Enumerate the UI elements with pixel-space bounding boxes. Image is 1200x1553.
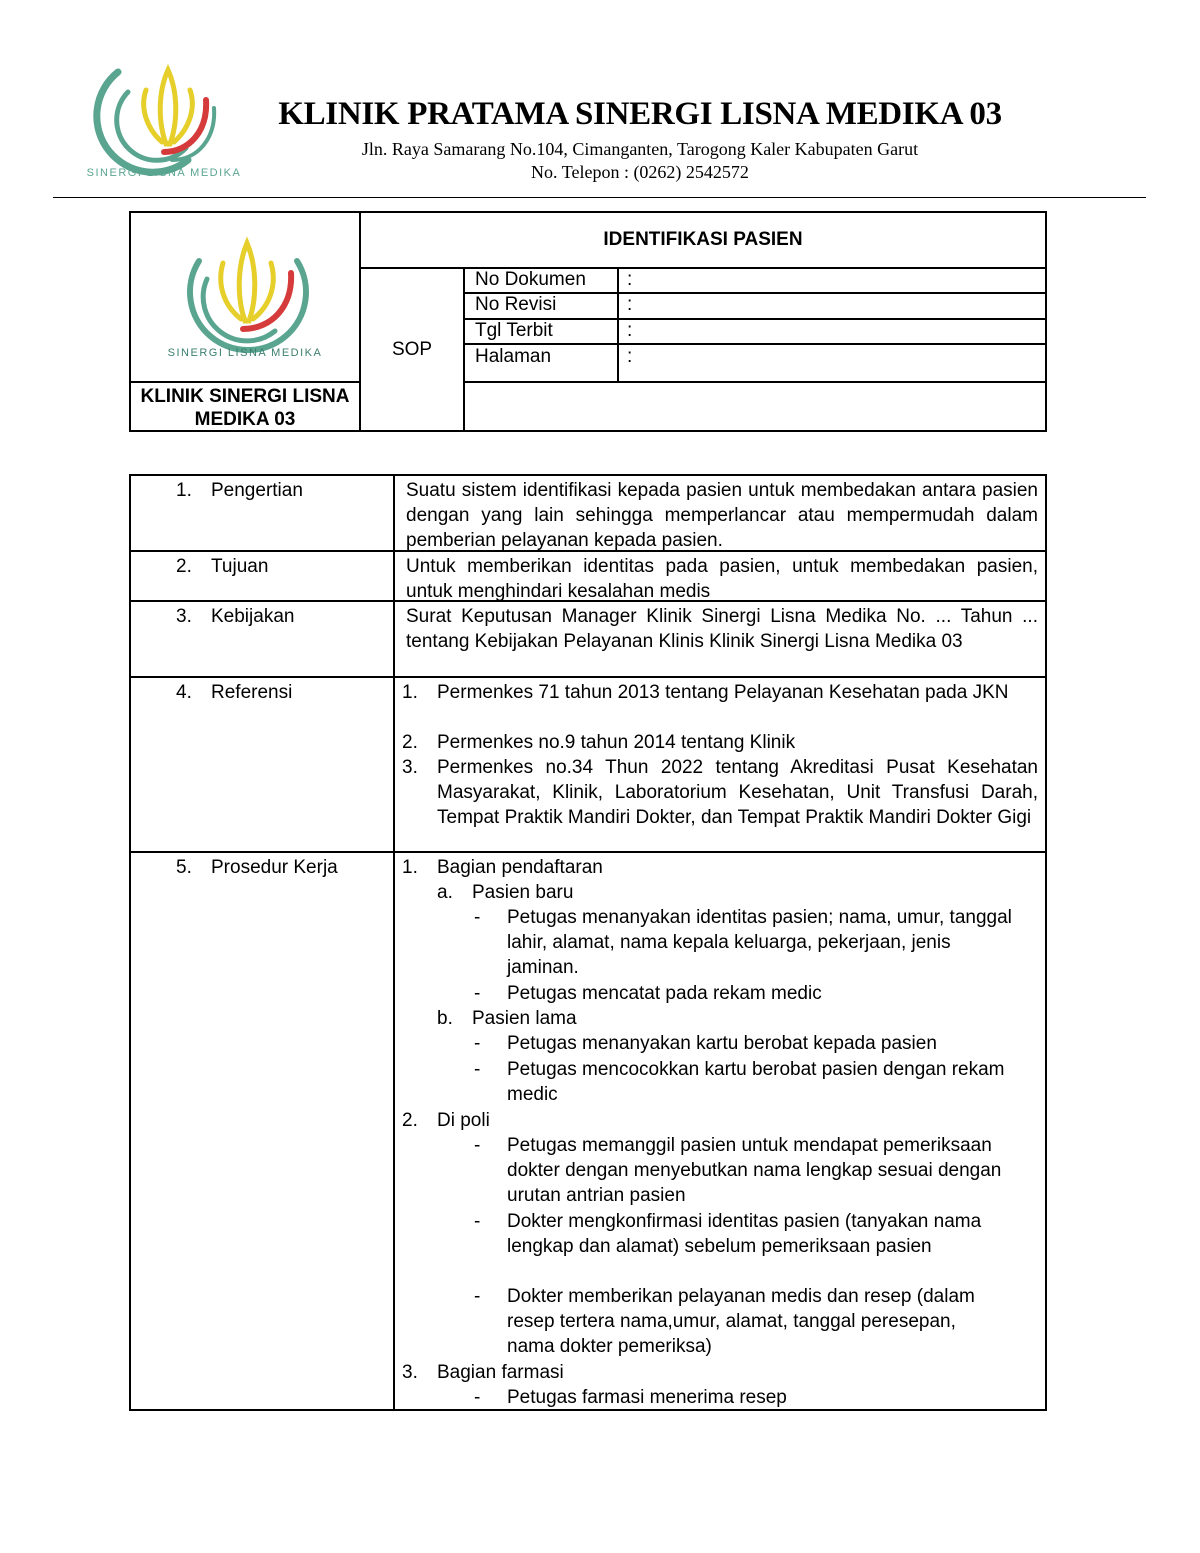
clinic-address: Jln. Raya Samarang No.104, Cimanganten, Tarogong Kaler Kabupaten Garut (361, 139, 919, 159)
clinic-name: KLINIK PRATAMA SINERGI LISNA MEDIKA 03 (278, 96, 1002, 132)
divider (465, 381, 1045, 383)
field-value-tgl-terbit: : (627, 320, 633, 341)
document-title: IDENTIFIKASI PASIEN (603, 229, 803, 250)
divider (465, 343, 1045, 345)
bullet-dash: - (474, 1211, 481, 1232)
bullet-dash: - (474, 907, 481, 928)
step-title: Bagian farmasi (437, 1362, 564, 1383)
procedure-item: Petugas farmasi menerima resep (507, 1387, 787, 1408)
section-number: 3. (176, 606, 192, 627)
procedure-item: Petugas mencatat pada rekam medic (507, 983, 822, 1004)
ref-number: 3. (402, 757, 418, 778)
bullet-dash: - (474, 1135, 481, 1156)
procedure-item: Petugas menanyakan kartu berobat kepada pasien (507, 1033, 937, 1054)
bullet-dash: - (474, 1387, 481, 1408)
substep-title: Pasien lama (472, 1008, 577, 1029)
sop-logo (147, 221, 347, 373)
field-label-tgl-terbit: Tgl Terbit (475, 320, 553, 341)
step-number: 2. (402, 1110, 418, 1131)
field-value-no-dokumen: : (627, 269, 633, 290)
sop-content-table (129, 474, 1047, 1411)
sop-label: SOP (391, 339, 433, 360)
section-title-referensi: Referensi (211, 682, 293, 703)
bullet-dash: - (474, 983, 481, 1004)
bullet-dash: - (474, 1033, 481, 1054)
clinic-phone: No. Telepon : (0262) 2542572 (531, 162, 749, 182)
divider (131, 851, 1045, 853)
section-title-kebijakan: Kebijakan (211, 606, 295, 627)
reference-item: Permenkes no.34 Thun 2022 tentang Akreditasi Pusat Kesehatan Masyarakat, Klinik, Laboratorium Kesehatan, Unit Transfusi Darah, Tempat Praktik Mandiri Dokter, dan Tempat Praktik Mandiri Dokter Gigi (437, 757, 1038, 828)
lotus-logo-icon (147, 221, 347, 373)
section-number: 2. (176, 556, 192, 577)
section-number: 5. (176, 857, 192, 878)
section-number: 4. (176, 682, 192, 703)
tujuan-text: Untuk memberikan identitas pada pasien, untuk membedakan pasien, untuk menghindari kesalahan medis (406, 556, 1038, 602)
field-label-halaman: Halaman (475, 346, 552, 367)
divider (131, 381, 359, 383)
divider (131, 676, 1045, 678)
procedure-item: Dokter memberikan pelayanan medis dan resep (dalam resep tertera nama,umur, alamat, tanggal peresepan, nama dokter pemeriksa) (507, 1286, 975, 1357)
substep-letter: a. (437, 882, 453, 903)
field-label-no-dokumen: No Dokumen (475, 269, 586, 290)
clinic-logo (68, 52, 268, 182)
substep-letter: b. (437, 1008, 453, 1029)
bullet-dash: - (474, 1286, 481, 1307)
logo-caption: SINERGI LISNA MEDIKA (86, 167, 242, 179)
substep-title: Pasien baru (472, 882, 574, 903)
ref-number: 2. (402, 732, 418, 753)
field-label-no-revisi: No Revisi (475, 294, 557, 315)
ref-number: 1. (402, 682, 418, 703)
step-number: 1. (402, 857, 418, 878)
reference-item: Permenkes no.9 tahun 2014 tentang Klinik (437, 732, 796, 753)
section-title-prosedur-kerja: Prosedur Kerja (211, 857, 338, 878)
bullet-dash: - (474, 1059, 481, 1080)
logo-caption: SINERGI LISNA MEDIKA (167, 347, 323, 359)
field-value-no-revisi: : (627, 294, 633, 315)
section-title-pengertian: Pengertian (211, 480, 303, 501)
section-number: 1. (176, 480, 192, 501)
divider (393, 476, 395, 1409)
letterhead-divider (53, 197, 1146, 198)
step-title: Bagian pendaftaran (437, 857, 603, 878)
reference-item: Permenkes 71 tahun 2013 tentang Pelayanan Kesehatan pada JKN (437, 682, 1009, 703)
procedure-item: Petugas memanggil pasien untuk mendapat pemeriksaan dokter dengan menyebutkan nama lengkap sesuai dengan urutan antrian pasien (507, 1135, 1002, 1206)
section-title-tujuan: Tujuan (211, 556, 269, 577)
field-value-halaman: : (627, 346, 633, 367)
sop-header-table (129, 211, 1047, 432)
clinic-short-name: KLINIK SINERGI LISNA MEDIKA 03 (140, 386, 350, 430)
divider (617, 269, 619, 381)
procedure-item: Petugas mencocokkan kartu berobat pasien dengan rekam medic (507, 1059, 1005, 1105)
pengertian-text: Suatu sistem identifikasi kepada pasien untuk membedakan antara pasien dengan yang lain sehingga memperlancar atau mempermudah dalam pemberian pelayanan kepada pasien. (406, 480, 1038, 551)
kebijakan-text: Surat Keputusan Manager Klinik Sinergi Lisna Medika No. ... Tahun ... tentang Kebijakan Pelayanan Klinis Klinik Sinergi Lisna Medika 03 (406, 606, 1038, 652)
lotus-logo-icon (68, 52, 268, 182)
step-title: Di poli (437, 1110, 490, 1131)
procedure-item: Dokter mengkonfirmasi identitas pasien (tanyakan nama lengkap dan alamat) sebelum pemeriksaan pasien (507, 1211, 982, 1257)
step-number: 3. (402, 1362, 418, 1383)
procedure-item: Petugas menanyakan identitas pasien; nama, umur, tanggal lahir, alamat, nama kepala keluarga, pekerjaan, jenis jaminan. (507, 907, 1012, 978)
